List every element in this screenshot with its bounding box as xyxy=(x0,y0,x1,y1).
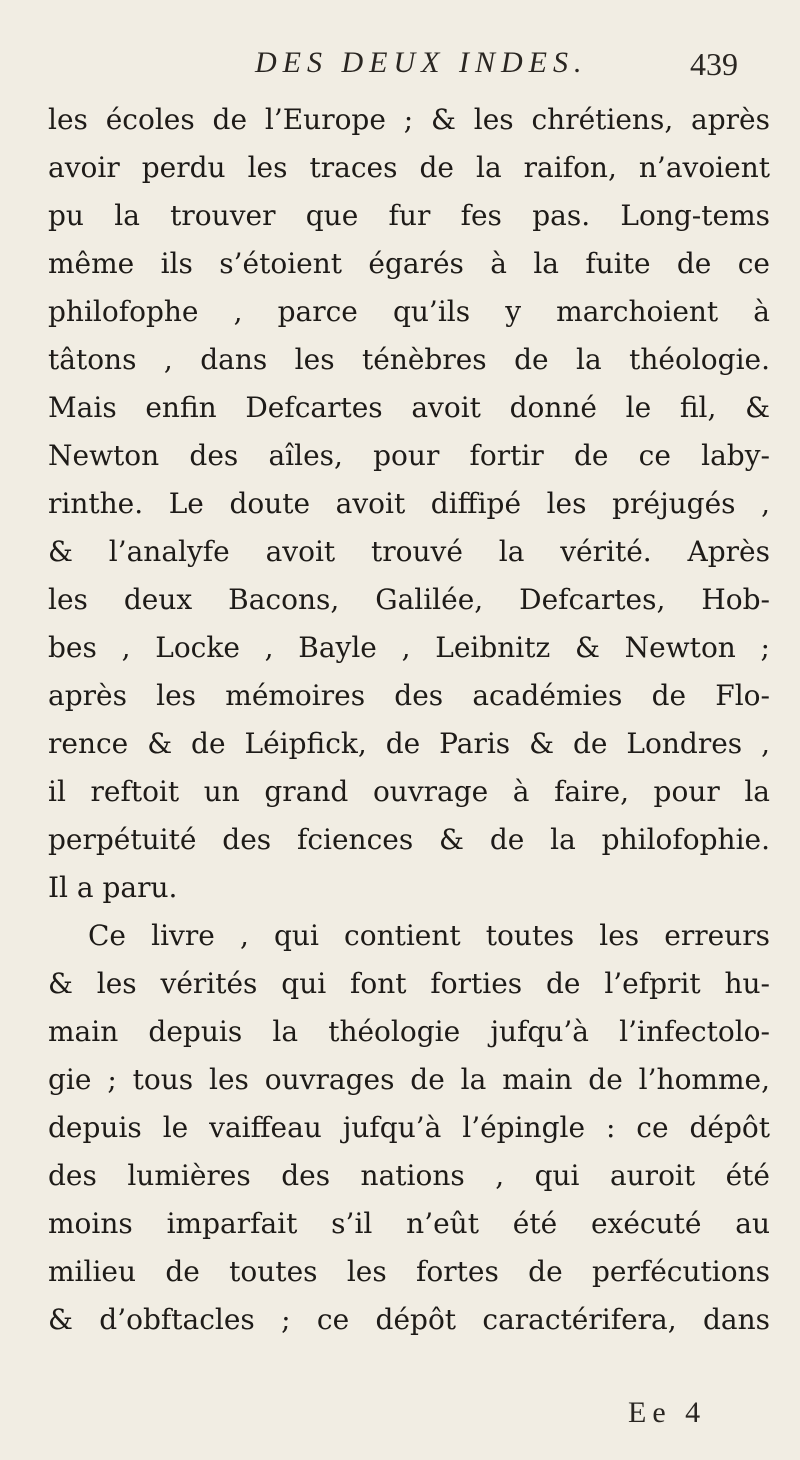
text-line: Ce livre , qui contient toutes les erreurs xyxy=(88,919,770,952)
text-line: & l’analyfe avoit trouvé la vérité. Après xyxy=(48,535,770,568)
text-line: rinthe. Le doute avoit diffipé les préjugés , xyxy=(48,487,770,520)
text-line: depuis le vaiffeau jufqu’à l’épingle : ce dépôt xyxy=(48,1111,770,1144)
running-head xyxy=(0,40,800,90)
text-line: main depuis la théologie jufqu’à l’infectolo- xyxy=(48,1015,770,1048)
text-line: des lumières des nations , qui auroit été xyxy=(48,1159,770,1192)
text-line: moins imparfait s’il n’eût été exécuté au xyxy=(48,1207,770,1240)
text-line: & d’obftacles ; ce dépôt caractérifera, dans xyxy=(48,1303,770,1336)
text-line: il reftoit un grand ouvrage à faire, pour la xyxy=(48,775,770,808)
text-line: Mais enfin Defcartes avoit donné le fil, & xyxy=(48,391,770,424)
text-line: après les mémoires des académies de Flo- xyxy=(48,679,770,712)
text-line: gie ; tous les ouvrages de la main de l’homme, xyxy=(48,1063,770,1096)
text-line: Il a paru. xyxy=(48,871,178,904)
signature-mark: Ee 4 xyxy=(628,1396,707,1429)
text-line: philofophe , parce qu’ils y marchoient à xyxy=(48,295,770,328)
page-number: 439 xyxy=(690,46,738,82)
text-line: rence & de Léipfick, de Paris & de Londres , xyxy=(48,727,770,760)
text-line: Newton des aîles, pour fortir de ce laby- xyxy=(48,439,770,472)
text-line: bes , Locke , Bayle , Leibnitz & Newton ; xyxy=(48,631,770,664)
text-line: perpétuité des fciences & de la philofophie. xyxy=(48,823,770,856)
running-title: DES DEUX INDES. xyxy=(255,46,588,79)
text-line: avoir perdu les traces de la raifon, n’avoient xyxy=(48,151,770,184)
text-line: les écoles de l’Europe ; & les chrétiens, après xyxy=(48,103,770,136)
text-line: même ils s’étoient égarés à la fuite de ce xyxy=(48,247,770,280)
text-line: pu la trouver que fur fes pas. Long-tems xyxy=(48,199,770,232)
text-line: tâtons , dans les ténèbres de la théologie. xyxy=(48,343,770,376)
text-line: milieu de toutes les fortes de perfécutions xyxy=(48,1255,770,1288)
text-line: les deux Bacons, Galilée, Defcartes, Hob- xyxy=(48,583,770,616)
text-line: & les vérités qui font forties de l’efprit hu- xyxy=(48,967,770,1000)
